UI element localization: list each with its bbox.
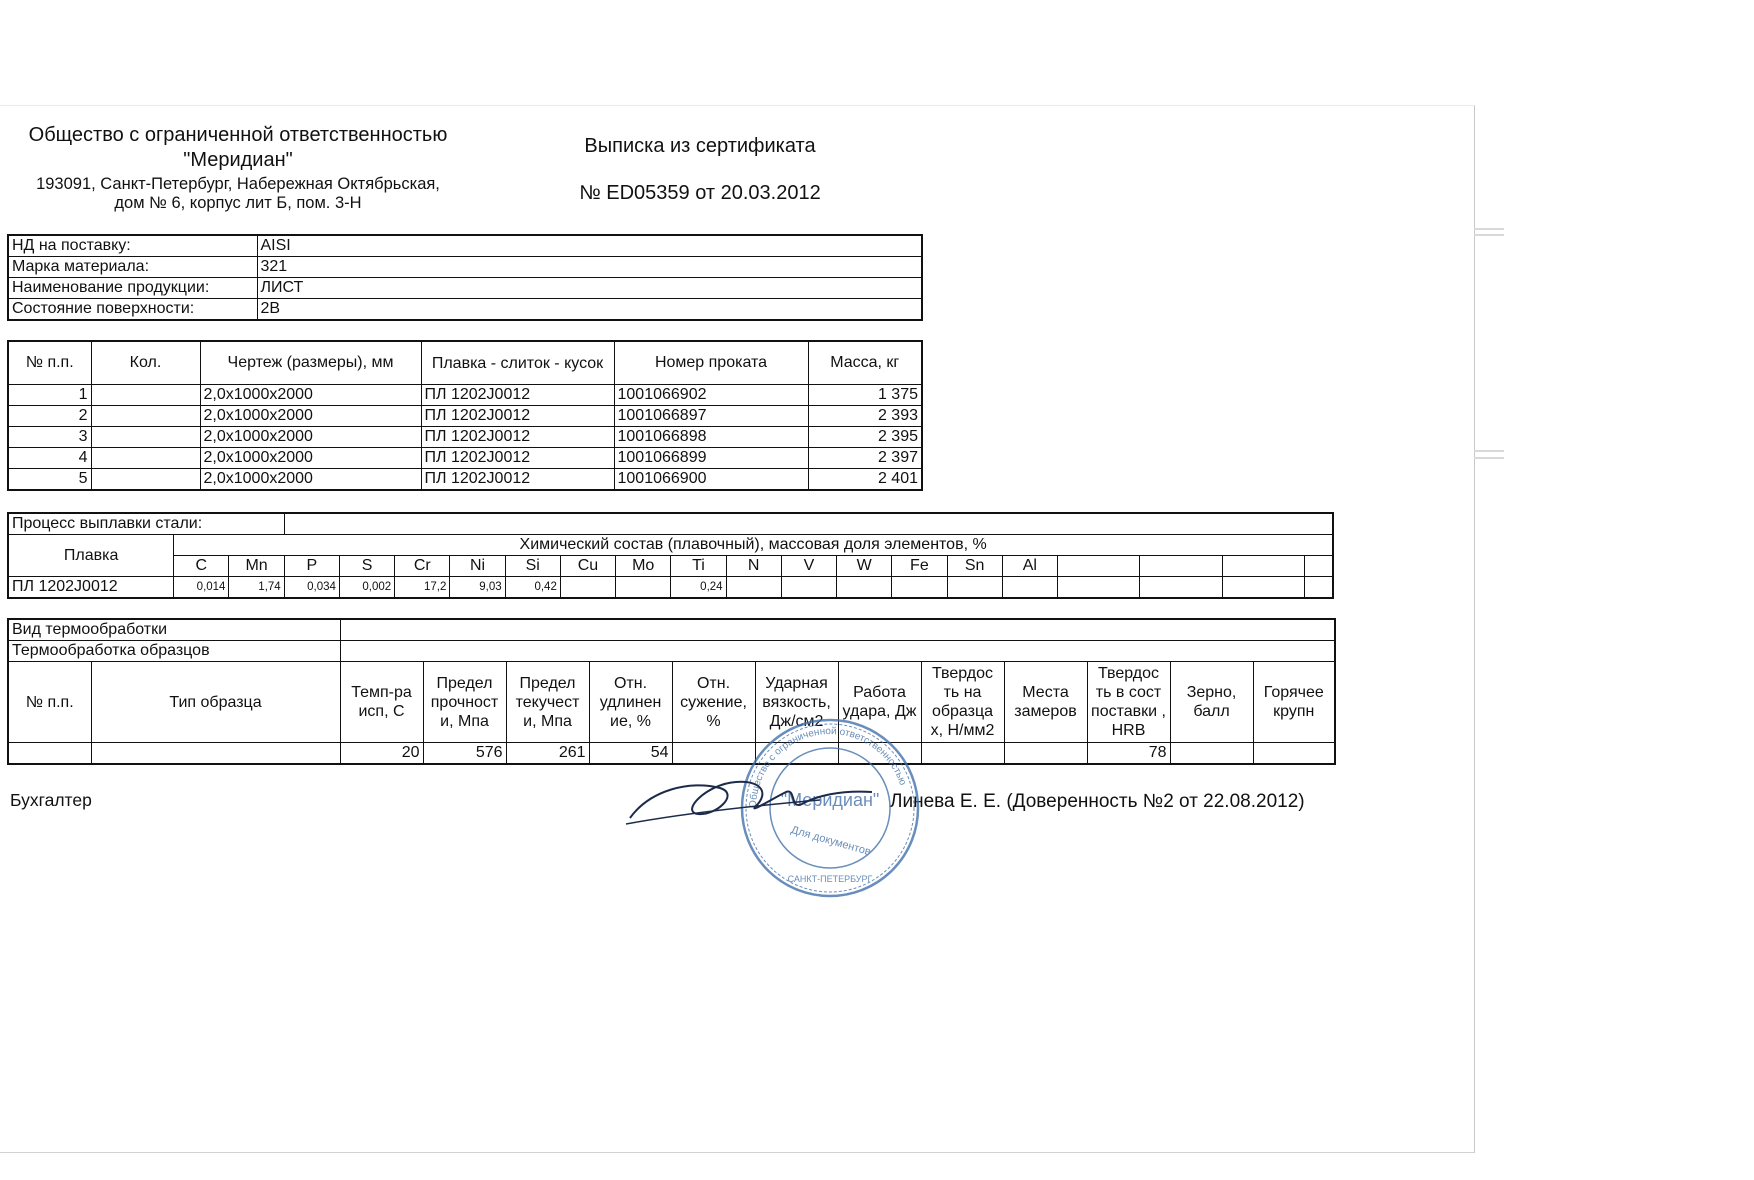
items-table xyxy=(7,340,923,491)
element-header: Mn xyxy=(229,556,284,577)
element-header: C xyxy=(174,556,229,577)
element-header: Si xyxy=(505,556,560,577)
element-header xyxy=(1222,556,1304,577)
scan-mark xyxy=(1474,228,1504,230)
sample-treatment-value xyxy=(340,641,1335,662)
element-header: Cr xyxy=(395,556,450,577)
properties-row xyxy=(8,743,1335,765)
col-header-test-temp: Темп-ра исп, С xyxy=(340,662,423,743)
element-header: P xyxy=(284,556,339,577)
element-header: Ti xyxy=(671,556,726,577)
row-dimensions: 2,0x1000x2000 xyxy=(200,469,421,491)
element-header-row xyxy=(8,556,1333,577)
info-label: НД на поставку: xyxy=(8,235,257,257)
handwritten-signature xyxy=(620,770,880,832)
table-row xyxy=(8,385,922,406)
info-label: Наименование продукции: xyxy=(8,278,257,299)
melt-process-value xyxy=(284,513,1333,535)
document-title: Выписка из сертификата xyxy=(584,135,816,157)
items-header-row xyxy=(8,341,922,385)
row-qty xyxy=(91,406,200,427)
stamp-city: САНКТ-ПЕТЕРБУРГ xyxy=(787,874,873,884)
element-value xyxy=(1057,577,1139,599)
element-value xyxy=(837,577,892,599)
row-melt: ПЛ 1202J0012 xyxy=(421,427,614,448)
product-info-row xyxy=(8,257,922,278)
col-header-impact-energy: Работа удара, Дж xyxy=(838,662,921,743)
row-dimensions: 2,0x1000x2000 xyxy=(200,427,421,448)
element-value xyxy=(892,577,947,599)
prop-value: 576 xyxy=(423,743,506,765)
element-value xyxy=(560,577,615,599)
element-header: Al xyxy=(1002,556,1057,577)
row-melt: ПЛ 1202J0012 xyxy=(421,385,614,406)
element-value xyxy=(726,577,781,599)
row-dimensions: 2,0x1000x2000 xyxy=(200,448,421,469)
address-line2: дом № 6, корпус лит Б, пом. 3-Н xyxy=(114,194,362,212)
col-header-number: № п.п. xyxy=(8,341,91,385)
table-row xyxy=(8,427,922,448)
row-dimensions: 2,0x1000x2000 xyxy=(200,406,421,427)
col-header-elongation: Отн. удлинен ие, % xyxy=(589,662,672,743)
prop-value: 261 xyxy=(506,743,589,765)
stamp-ring-path-text: Общество с ограниченной ответственностью xyxy=(747,725,909,809)
row-qty xyxy=(91,385,200,406)
product-info-row xyxy=(8,278,922,299)
chemistry-table xyxy=(7,512,1334,599)
col-header-grain: Зерно, балл xyxy=(1170,662,1253,743)
col-header-number: № п.п. xyxy=(8,662,91,743)
col-header-melt: Плавка - слиток - кусок xyxy=(421,341,614,385)
element-header: Ni xyxy=(450,556,505,577)
col-header-roll-number: Номер проката xyxy=(614,341,808,385)
heat-type-label: Вид термообработки xyxy=(8,619,340,641)
composition-row xyxy=(8,577,1333,599)
scan-mark xyxy=(1474,234,1504,236)
prop-value xyxy=(921,743,1004,765)
info-value: 2B xyxy=(257,299,922,321)
stamp-purpose: Для документов xyxy=(789,823,873,859)
company-name-line2: "Меридиан" xyxy=(183,149,293,171)
element-header xyxy=(1305,556,1333,577)
row-roll-number: 1001066899 xyxy=(614,448,808,469)
element-header xyxy=(1057,556,1139,577)
row-mass: 1 375 xyxy=(808,385,922,406)
stamp-name: "Меридиан" xyxy=(780,790,880,810)
row-mass: 2 397 xyxy=(808,448,922,469)
element-header: Fe xyxy=(892,556,947,577)
composition-header: Химический состав (плавочный), массовая доля элементов, % xyxy=(174,535,1333,556)
table-row xyxy=(8,469,922,491)
scan-mark xyxy=(1474,450,1504,452)
company-address xyxy=(8,175,468,213)
product-info-row xyxy=(8,299,922,321)
element-value xyxy=(781,577,836,599)
row-roll-number: 1001066902 xyxy=(614,385,808,406)
melt-column-header: Плавка xyxy=(8,535,174,577)
row-roll-number: 1001066900 xyxy=(614,469,808,491)
signatory: Линева Е. Е. (Доверенность №2 от 22.08.2012) xyxy=(890,791,1305,812)
row-number: 3 xyxy=(8,427,91,448)
element-header: Sn xyxy=(947,556,1002,577)
row-mass: 2 395 xyxy=(808,427,922,448)
element-value xyxy=(947,577,1002,599)
table-row xyxy=(8,406,922,427)
heat-type-row xyxy=(8,619,1335,641)
prop-value xyxy=(91,743,340,765)
info-label: Марка материала: xyxy=(8,257,257,278)
element-header: S xyxy=(339,556,394,577)
col-header-hardness-samples: Твердос ть на образца х, Н/мм2 xyxy=(921,662,1004,743)
element-header: W xyxy=(837,556,892,577)
row-melt: ПЛ 1202J0012 xyxy=(421,406,614,427)
col-header-sample-type: Тип образца xyxy=(91,662,340,743)
prop-value: 20 xyxy=(340,743,423,765)
row-dimensions: 2,0x1000x2000 xyxy=(200,385,421,406)
sample-treatment-label: Термообработка образцов xyxy=(8,641,340,662)
row-number: 1 xyxy=(8,385,91,406)
element-value: 0,014 xyxy=(174,577,229,599)
heat-treatment-table xyxy=(7,618,1336,765)
sample-treatment-row xyxy=(8,641,1335,662)
prop-value xyxy=(1170,743,1253,765)
element-value: 0,034 xyxy=(284,577,339,599)
company-name xyxy=(8,123,468,173)
info-label: Состояние поверхности: xyxy=(8,299,257,321)
document-number: № ED05359 от 20.03.2012 xyxy=(579,182,821,204)
element-header: Mo xyxy=(616,556,671,577)
element-header: V xyxy=(781,556,836,577)
element-header: Cu xyxy=(560,556,615,577)
element-value: 9,03 xyxy=(450,577,505,599)
row-number: 2 xyxy=(8,406,91,427)
element-value xyxy=(1002,577,1057,599)
row-melt: ПЛ 1202J0012 xyxy=(421,469,614,491)
info-value: 321 xyxy=(257,257,922,278)
melt-process-label: Процесс выплавки стали: xyxy=(8,513,284,535)
product-info-row xyxy=(8,235,922,257)
col-header-reduction: Отн. сужение, % xyxy=(672,662,755,743)
signature-stroke xyxy=(630,782,872,818)
composition-header-row xyxy=(8,535,1333,556)
element-value: 0,002 xyxy=(339,577,394,599)
col-header-impact-toughness: Ударная вязкость, Дж/см2 xyxy=(755,662,838,743)
scan-mark xyxy=(1474,457,1504,459)
element-value xyxy=(1140,577,1222,599)
col-header-dimensions: Чертеж (размеры), мм xyxy=(200,341,421,385)
address-line1: 193091, Санкт-Петербург, Набережная Октябрьская, xyxy=(36,175,440,193)
col-header-measure-points: Места замеров xyxy=(1004,662,1087,743)
row-mass: 2 393 xyxy=(808,406,922,427)
prop-value xyxy=(1253,743,1335,765)
element-value: 1,74 xyxy=(229,577,284,599)
row-number: 5 xyxy=(8,469,91,491)
product-info-table xyxy=(7,234,923,321)
row-mass: 2 401 xyxy=(808,469,922,491)
prop-value xyxy=(1004,743,1087,765)
row-melt: ПЛ 1202J0012 xyxy=(421,448,614,469)
element-value xyxy=(1222,577,1304,599)
prop-value: 78 xyxy=(1087,743,1170,765)
col-header-tensile-strength: Предел прочност и, Мпа xyxy=(423,662,506,743)
element-header xyxy=(1140,556,1222,577)
melt-process-row xyxy=(8,513,1333,535)
prop-value xyxy=(8,743,91,765)
col-header-qty: Кол. xyxy=(91,341,200,385)
row-qty xyxy=(91,448,200,469)
accountant-label: Бухгалтер xyxy=(10,790,92,810)
element-value: 17,2 xyxy=(395,577,450,599)
element-header: N xyxy=(726,556,781,577)
company-name-line1: Общество с ограниченной ответственностью xyxy=(28,124,448,146)
table-row xyxy=(8,448,922,469)
col-header-mass: Масса, кг xyxy=(808,341,922,385)
info-value: ЛИСТ xyxy=(257,278,922,299)
element-value xyxy=(616,577,671,599)
melt-id: ПЛ 1202J0012 xyxy=(8,577,174,599)
col-header-hot-grain: Горячее крупн xyxy=(1253,662,1335,743)
heat-type-value xyxy=(340,619,1335,641)
properties-header-row xyxy=(8,662,1335,743)
row-qty xyxy=(91,469,200,491)
info-value: AISI xyxy=(257,235,922,257)
element-value xyxy=(1305,577,1333,599)
row-qty xyxy=(91,427,200,448)
prop-value: 54 xyxy=(589,743,672,765)
element-value: 0,42 xyxy=(505,577,560,599)
element-value: 0,24 xyxy=(671,577,726,599)
row-number: 4 xyxy=(8,448,91,469)
row-roll-number: 1001066898 xyxy=(614,427,808,448)
row-roll-number: 1001066897 xyxy=(614,406,808,427)
col-header-yield-strength: Предел текучест и, Мпа xyxy=(506,662,589,743)
col-header-hardness-delivery: Твердос ть в сост поставки , HRB xyxy=(1087,662,1170,743)
